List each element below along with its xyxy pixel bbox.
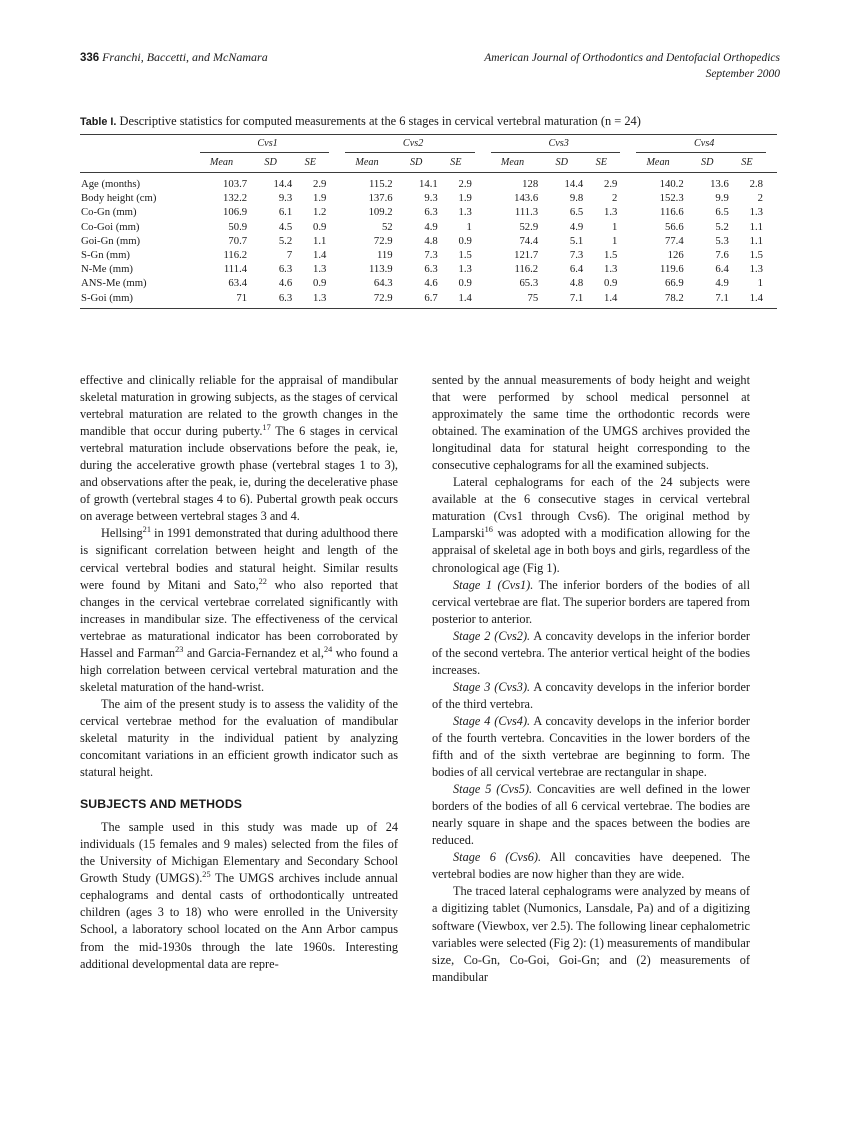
table-row [80, 220, 777, 234]
citation-16: 16 [484, 525, 493, 535]
table-cell: 1 [612, 234, 618, 247]
table-cell: 1.3 [293, 291, 340, 308]
table-cell: 1.4 [312, 249, 327, 262]
stage-1-text: The inferior borders of the bodies of all cervical vertebrae are flat. The superior borders are tapered from posterior to anterior. [432, 577, 750, 626]
table-cell: 5.3 [715, 234, 729, 247]
subheader-sd-cvs3: SD [539, 154, 584, 173]
table-cell: 126 [667, 249, 684, 262]
table-cell: 1.3 [458, 263, 472, 276]
table-cell: 111.3 [514, 206, 539, 219]
table-label: Table I. [80, 116, 117, 128]
table-row-label: N-Me (mm) [81, 263, 133, 276]
subheader-sd-cvs1: SD [248, 154, 293, 173]
table-cell: 6.3 [424, 263, 438, 276]
table-cell: 106.9 [223, 206, 248, 219]
table-cell: 1.1 [312, 234, 327, 247]
journal-title: American Journal of Orthodontics and Dentofacial Orthopedics [484, 52, 780, 64]
table-cell: 1.4 [439, 291, 486, 308]
subheader-se-cvs3: SE [584, 154, 631, 173]
table-head [80, 135, 777, 173]
table-row-label: Co-Goi (mm) [81, 220, 140, 233]
table-cell: 6.3 [424, 206, 438, 219]
issue-date: September 2000 [705, 68, 780, 80]
table-cell: 72.9 [340, 291, 393, 308]
table-block [80, 114, 777, 309]
subheader-se-cvs1: SE [293, 154, 340, 173]
body-columns [80, 372, 777, 1052]
subheader-se-cvs4: SE [730, 154, 777, 173]
citation-24: 24 [323, 644, 333, 654]
citation-25: 25 [202, 870, 211, 880]
left-text-column [80, 372, 398, 973]
section-heading-subjects-and-methods: SUBJECTS AND METHODS [80, 797, 243, 812]
table-group-header-cvs4 [631, 135, 777, 155]
table-cell: 5.1 [569, 234, 584, 247]
group-label-cvs3: Cvs3 [548, 138, 569, 149]
running-head-left [80, 50, 268, 65]
table-cell: 0.9 [604, 277, 618, 290]
table-cell: 2 [757, 192, 763, 205]
table-cell: 1.5 [749, 249, 763, 262]
table-cell: 74.4 [519, 234, 539, 247]
table-cell: 111.4 [223, 263, 248, 276]
table-row [80, 192, 777, 206]
table-cell: 9.3 [424, 192, 438, 205]
stage-5-text: Concavities are well defined in the lower borders of the bodies of all 6 cervical vertebrae. The bodies are nearly square in shape and the spaces between the bodies are reduced. [432, 782, 751, 848]
table-cell: 4.8 [569, 277, 584, 290]
table-cell: 1 [757, 277, 763, 290]
table-cell: 14.1 [419, 178, 438, 190]
subheader-sd-cvs2: SD [394, 154, 439, 173]
table-cell: 2.8 [749, 178, 763, 190]
rpara2-text-a: Lateral cephalograms for each of the 24 subjects were available at the 6 consecutive stages in cervical vertebral maturation (Cvs1 through Cvs6). The original method by Lamparski [432, 475, 750, 541]
subheader-mean-cvs2: Mean [340, 154, 393, 173]
table-group-header-cvs3 [486, 135, 632, 155]
table-cell: 64.3 [373, 277, 393, 290]
para2-text-c: who also reported that changes in the cervical vertebrae correlated significantly with increases in mandibular size. The effectiveness of the cervical vertebrae as maturational indicator has been corroborated by Hassel and Farman [80, 577, 398, 660]
group-label-cvs2: Cvs2 [402, 138, 424, 149]
paragraph-stage-6 [432, 849, 750, 883]
para2-text-b: in 1991 demonstrated that during adulthood there is significant correlation between height and length of the cervical vertebral bodies and statural height. Similar results were found by Mitani and Sato, [80, 526, 398, 592]
descriptive-statistics-table [80, 134, 777, 309]
table-cell: 0.9 [458, 234, 472, 247]
stage-3-lead: Stage 3 (Cvs3). [453, 679, 531, 694]
table-cell: 63.4 [228, 277, 248, 290]
table-cell: 56.6 [664, 220, 684, 233]
table-cell: 4.6 [278, 277, 293, 290]
table-cell: 4.5 [278, 220, 293, 233]
table-row [80, 263, 777, 277]
table-cell: 4.9 [569, 220, 584, 233]
table-cell: 119 [376, 249, 393, 262]
para4-text-a: The sample used in this study was made up of 24 individuals (15 females and 9 males) selected from the files of the University of Michigan Elementary and Secondary School Growth Study (UMGS). [80, 820, 398, 886]
table-row [80, 277, 777, 291]
table-cell: 1.2 [312, 206, 327, 219]
table-cell: 75 [486, 291, 539, 308]
table-cell: 5.2 [715, 220, 729, 233]
table-cell: 1.9 [312, 192, 327, 205]
table-cell: 1.1 [749, 234, 763, 247]
citation-22: 22 [258, 576, 267, 586]
table-cell: 1.5 [458, 249, 472, 262]
para2-text-a: Hellsing [101, 526, 143, 541]
table-cell: 2.9 [312, 178, 327, 190]
paragraph-lateral-cephalograms [432, 474, 750, 576]
stage-2-lead: Stage 2 (Cvs2). [453, 628, 531, 643]
table-cell: 7.3 [424, 249, 438, 262]
citation-23: 23 [175, 644, 184, 654]
table-cell: 70.7 [228, 234, 248, 247]
table-cell: 9.9 [715, 192, 729, 205]
paragraph-continued [80, 372, 398, 525]
stage-1-lead: Stage 1 (Cvs1). [453, 577, 534, 592]
paragraph-continued-right: sented by the annual measurements of body height and weight that were performed by school medical personnel at approximately the same time the orthodontic records were obtained. The examination of the UMGS archives provided the longitudinal data for statural height corresponding to the consecutive cephalograms for all the examined subjects. [432, 373, 750, 473]
table-cell: 1.3 [604, 263, 618, 276]
table-cell: 132.2 [223, 192, 248, 205]
table-cell: 6.4 [715, 263, 729, 276]
stage-4-lead: Stage 4 (Cvs4). [453, 713, 531, 728]
subheader-mean-cvs3: Mean [486, 154, 539, 173]
table-cell: 6.4 [569, 263, 584, 276]
table-cell: 143.6 [514, 192, 539, 205]
table-row [80, 234, 777, 248]
table-cell: 1.4 [584, 291, 631, 308]
table-cell: 52.9 [519, 220, 539, 233]
table-body [80, 173, 777, 309]
table-caption [80, 114, 777, 130]
paragraph-sample [80, 819, 398, 972]
table-cell: 140.2 [659, 178, 684, 190]
table-cell: 4.9 [424, 220, 438, 233]
table-cell: 7.1 [539, 291, 584, 308]
paragraph-stage-2 [432, 628, 750, 679]
table-cell: 1.5 [604, 249, 618, 262]
right-text-column [432, 372, 750, 986]
table-row [80, 249, 777, 263]
paragraph-stage-1 [432, 577, 750, 628]
table-cell: 6.7 [394, 291, 439, 308]
table-cell: 1.3 [458, 206, 472, 219]
table-cell: 4.6 [424, 277, 438, 290]
paragraph-digitizing: The traced lateral cephalograms were analyzed by means of a digitizing tablet (Numonics, Lansdale, Pa) and of a digitizing software (Viewbox, ver 2.5). The following linear cephalometric variables were selected (Fig 2): (1) measurements of mandibular size, Co-Gn, Co-Goi, Goi-Gn; and (2) measurements of mandibular [432, 884, 750, 984]
table-cell: 6.1 [278, 206, 293, 219]
table-cell: 65.3 [519, 277, 539, 290]
table-cell: 4.8 [424, 234, 438, 247]
table-cell: 50.9 [228, 220, 248, 233]
subheader-mean-cvs4: Mean [631, 154, 684, 173]
stage-6-text: All concavities have deepened. The vertebral bodies are now higher than they are wide. [432, 850, 750, 882]
table-cell: 103.7 [223, 178, 248, 190]
table-cell: 9.8 [569, 192, 584, 205]
table-row-label: ANS-Me (mm) [81, 277, 147, 290]
table-cell: 1 [612, 220, 618, 233]
table-cell: 14.4 [564, 178, 584, 190]
table-cell: 72.9 [373, 234, 393, 247]
running-head [80, 50, 780, 90]
para1-text-a: effective and clinically reliable for the appraisal of mandibular skeletal maturation in growing subjects, as the stages of cervical vertebral maturation are related to the growth changes in the mandible that occur during puberty. [80, 373, 398, 439]
table-cell: 113.9 [368, 263, 393, 276]
table-cell: 152.3 [659, 192, 684, 205]
paragraph-hellsing [80, 525, 398, 695]
table-cell: 4.9 [715, 277, 729, 290]
table-row-label: Goi-Gn (mm) [81, 234, 141, 247]
stage-2-text: A concavity develops in the inferior border of the second vertebra. The anterior vertical height of the bodies increases. [432, 628, 750, 677]
table-cell: 0.9 [458, 277, 472, 290]
table-row-label: Age (months) [81, 178, 141, 190]
table-cell: 66.9 [664, 277, 684, 290]
table-cell: 52 [381, 220, 393, 233]
table-group-header-cvs2 [340, 135, 486, 155]
table-cell: 77.4 [664, 234, 684, 247]
table-cell: 7.6 [715, 249, 729, 262]
table-cell: 115.2 [368, 178, 393, 190]
table-cell: 9.3 [278, 192, 293, 205]
table-cell: 2.9 [604, 178, 618, 190]
group-rule [200, 152, 330, 153]
citation-17: 17 [262, 423, 271, 433]
subheader-se-cvs2: SE [439, 154, 486, 173]
page-number: 336 [80, 52, 100, 64]
group-rule [636, 152, 766, 153]
table-group-header-cvs1 [195, 135, 341, 155]
paragraph-stage-3 [432, 679, 750, 713]
table-row [80, 173, 777, 192]
group-label-cvs1: Cvs1 [257, 138, 278, 149]
paragraph-aim: The aim of the present study is to assess the validity of the cervical vertebrae method for the evaluation of mandibular skeletal maturity in the individual patient by analyzing concomitant variations in an efficient growth indicator such as statural height. [80, 696, 398, 780]
table-cell: 119.6 [660, 263, 684, 276]
table-cell: 1.3 [749, 263, 763, 276]
table-cell: 1 [466, 220, 472, 233]
subheader-mean-cvs1: Mean [195, 154, 248, 173]
table-cell: 1.4 [730, 291, 777, 308]
table-cell: 2.9 [458, 178, 472, 190]
running-head-right [484, 50, 780, 82]
table-cell: 13.6 [710, 178, 729, 190]
table-cell: 0.9 [312, 220, 327, 233]
para2-text-e: who found a high correlation between cervical vertebral maturation and the skeletal maturation of the hand-wrist. [80, 645, 398, 694]
stage-3-text: A concavity develops in the inferior border of the third vertebra. [432, 679, 750, 711]
table-cell: 78.2 [631, 291, 684, 308]
table-row [80, 291, 777, 308]
table-cell: 6.5 [569, 206, 584, 219]
table-row [80, 206, 777, 220]
table-cell: 5.2 [278, 234, 293, 247]
table-row-label: S-Gn (mm) [81, 249, 130, 262]
group-rule [491, 152, 621, 153]
table-cell: 1.9 [458, 192, 472, 205]
table-subheader-blank [80, 154, 195, 173]
stage-6-lead: Stage 6 (Cvs6). [453, 850, 542, 865]
para1-text-b: The 6 stages in cervical vertebral maturation include observations before the peak, ie, during the accelerative growth phase (vertebral stages 1 to 3), and observations after the peak, ie, during the decelerative phase of growth (vertebral stages 4 to 6). Pubertal growth peak occurs on average between vertebral stages 3 and 4. [80, 424, 398, 524]
table-cell: 1.1 [749, 220, 763, 233]
table-cell: 6.3 [248, 291, 293, 308]
table-caption-text: Descriptive statistics for computed measurements at the 6 stages in cervical vertebral maturation (n = 24) [116, 114, 641, 128]
table-cell: 7 [286, 249, 293, 262]
table-cell: 71 [195, 291, 248, 308]
subheader-sd-cvs4: SD [685, 154, 730, 173]
stage-5-lead: Stage 5 (Cvs5). [453, 782, 533, 797]
table-cell: 1.3 [604, 206, 618, 219]
table-cell: 116.6 [660, 206, 684, 219]
group-label-cvs4: Cvs4 [694, 138, 715, 149]
table-cell: 116.2 [514, 263, 539, 276]
table-cell: 6.5 [715, 206, 729, 219]
running-head-authors: Franchi, Baccetti, and McNamara [102, 50, 268, 64]
table-cell: 7.1 [685, 291, 730, 308]
table-cell: 2 [612, 192, 618, 205]
table-cell: 1.3 [749, 206, 763, 219]
table-cell: 0.9 [312, 277, 327, 290]
table-row-label: S-Goi (mm) [80, 291, 195, 308]
paragraph-stage-4 [432, 713, 750, 781]
table-cell: 1.3 [312, 263, 327, 276]
table-corner-cell [80, 135, 195, 155]
table-subheader-row [80, 154, 777, 173]
table-row-label: Co-Gn (mm) [81, 206, 137, 219]
table-group-header-row [80, 135, 777, 155]
citation-21: 21 [142, 525, 151, 535]
table-cell: 14.4 [273, 178, 293, 190]
table-cell: 137.6 [368, 192, 393, 205]
table-cell: 6.3 [278, 263, 293, 276]
paragraph-stage-5 [432, 781, 750, 849]
para2-text-d: and Garcia-Fernandez et al, [183, 645, 324, 660]
para4-text-b: The UMGS archives include annual cephalograms and dental casts of orthodontically untreated children (ages 3 to 18) who were enrolled in the University School, a laboratory school located on the Ann Arbor campus from the mid-1930s through the late 1960s. Interesting additional developmental data are repre- [80, 871, 399, 971]
table-row-label: Body height (cm) [81, 192, 157, 205]
table-cell: 116.2 [223, 249, 248, 262]
stage-4-text: A concavity develops in the inferior border of the fourth vertebra. Concavities in the lower borders of the fifth and of the sixth vertebrae are beginning to form. The bodies of all cervical vertebrae are rectangular in shape. [432, 713, 750, 780]
table-cell: 121.7 [514, 249, 539, 262]
group-rule [345, 152, 475, 153]
rpara2-text-b: was adopted with a modification allowing for the appraisal of skeletal age in both boys and girls, regardless of the chronological age (Fig 1). [432, 526, 750, 575]
table-cell: 7.3 [569, 249, 584, 262]
table-cell: 109.2 [368, 206, 393, 219]
table-cell: 128 [522, 178, 539, 190]
